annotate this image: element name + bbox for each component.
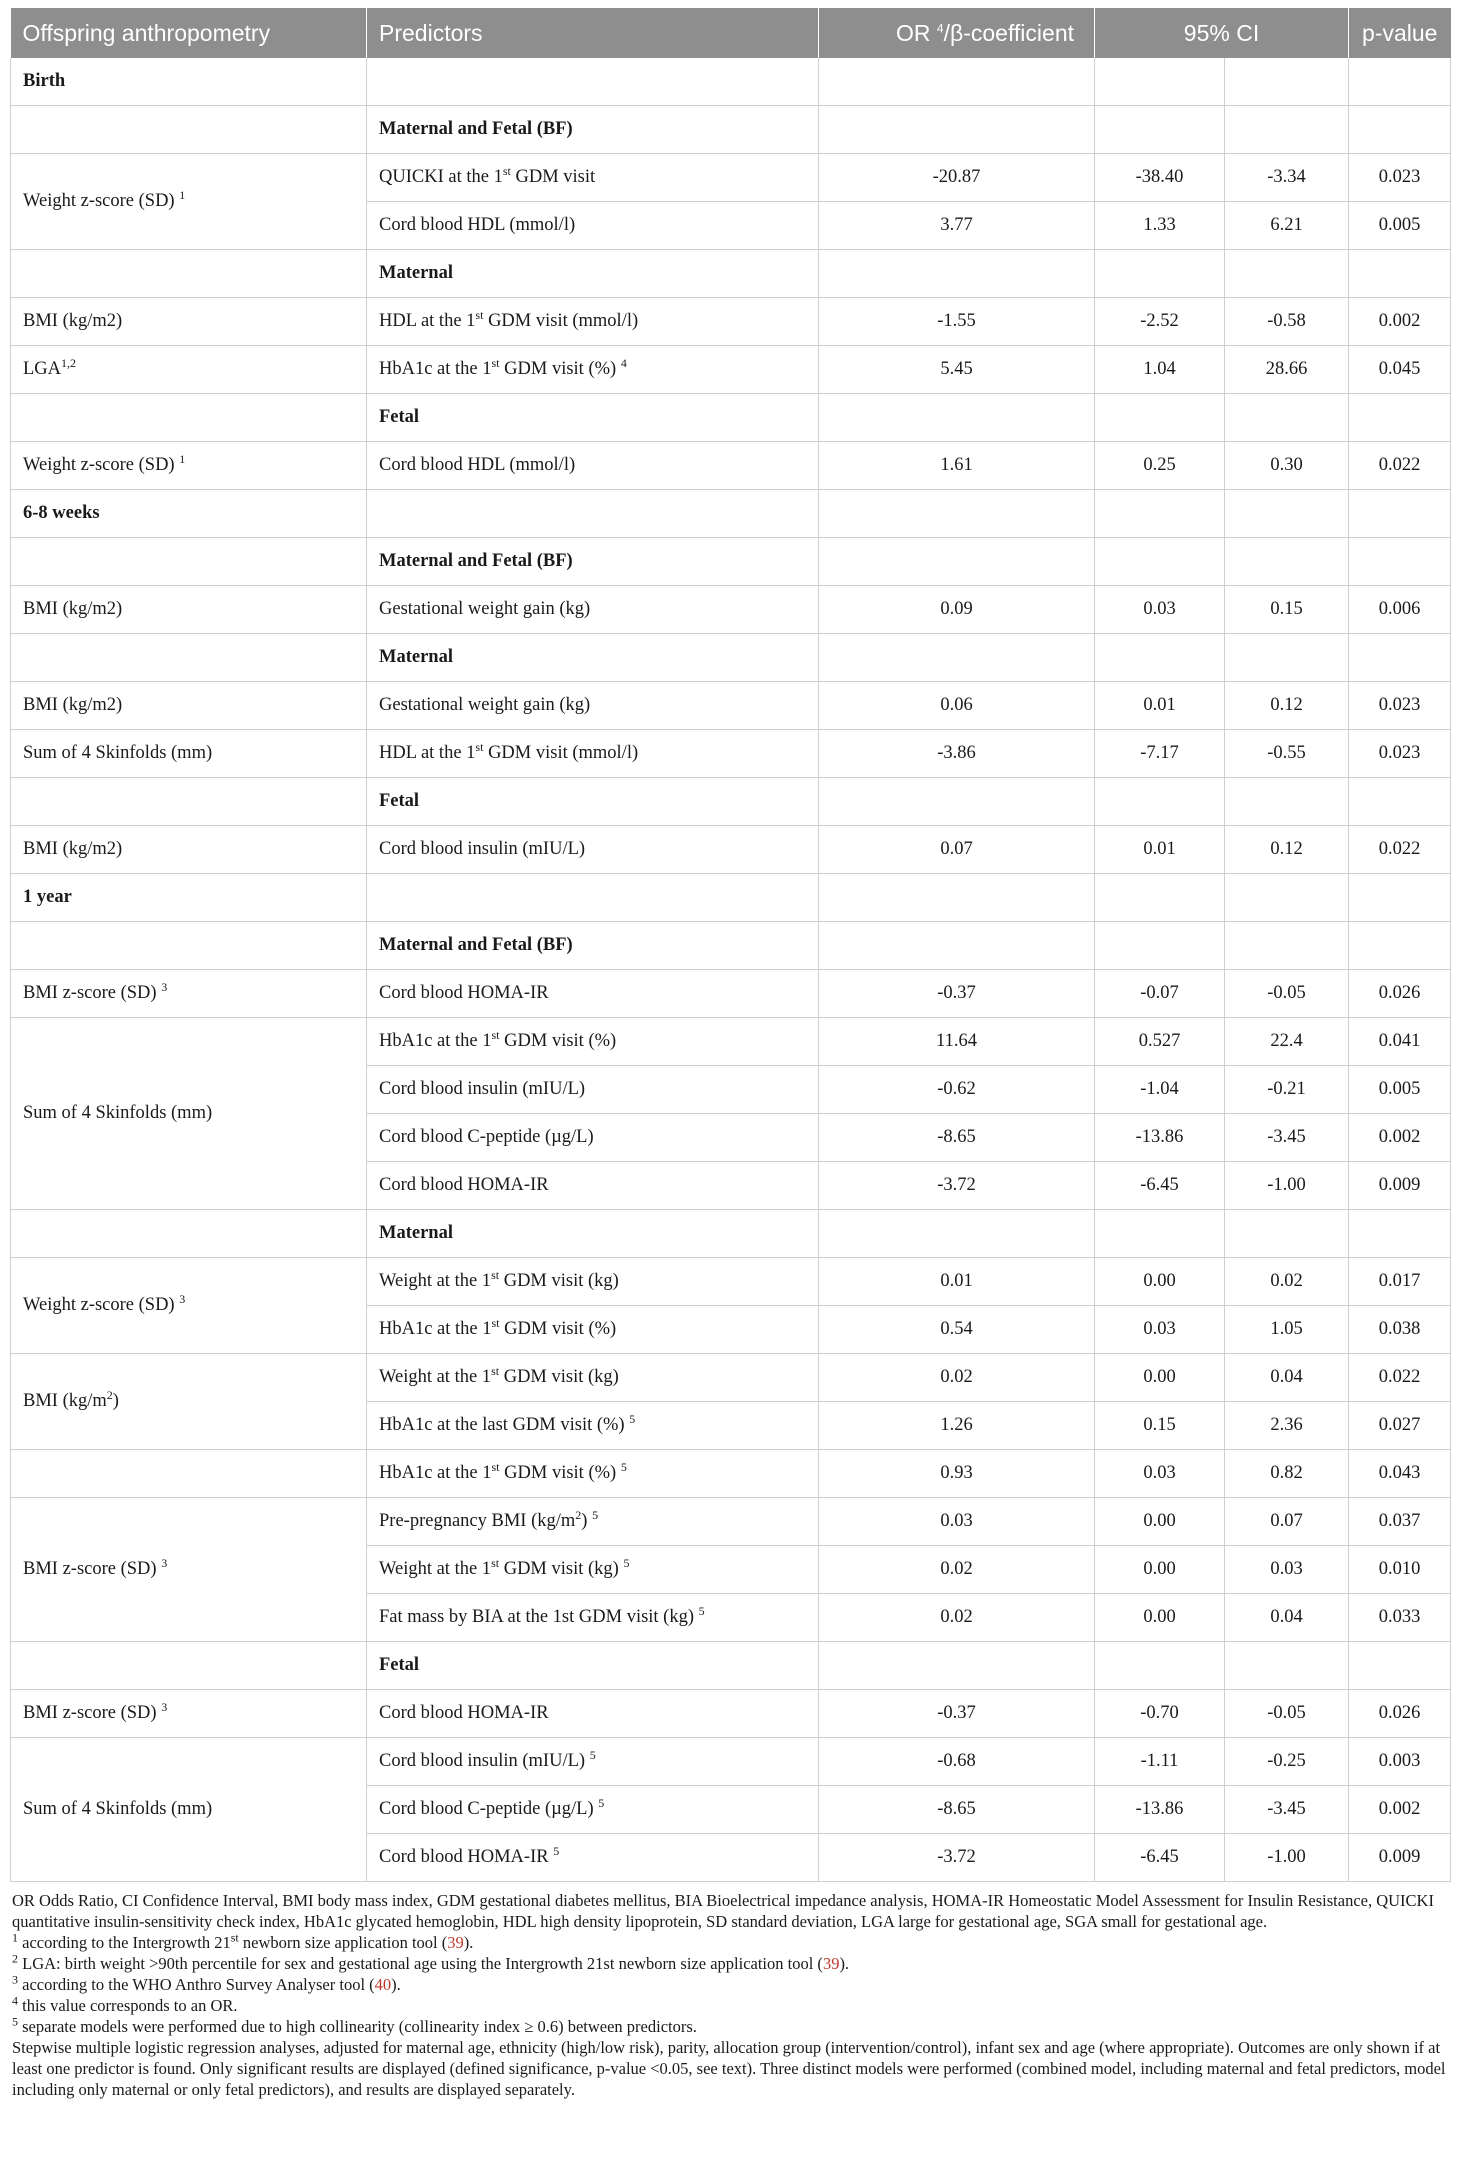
ci-lower: -38.40 — [1095, 154, 1225, 202]
ci-lower: 0.03 — [1095, 1306, 1225, 1354]
predictor-cell: Cord blood HOMA-IR — [367, 1162, 819, 1210]
predictor-cell: Cord blood insulin (mIU/L) $^5$ — [367, 1738, 819, 1786]
ci-upper: 0.15 — [1225, 586, 1349, 634]
table-row — [11, 1354, 1451, 1402]
p-value: 0.041 — [1349, 1018, 1451, 1066]
table-header-row — [11, 8, 1451, 58]
outcome-cell: BMI z-score (SD) $^3$ — [11, 970, 367, 1018]
or-value: 0.02 — [819, 1354, 1095, 1402]
ci-upper: -1.00 — [1225, 1162, 1349, 1210]
reference-link[interactable]: 40 — [374, 1975, 392, 1994]
or-value: 0.09 — [819, 586, 1095, 634]
or-value: -3.72 — [819, 1162, 1095, 1210]
ci-upper: 1.05 — [1225, 1306, 1349, 1354]
table-row — [11, 346, 1451, 394]
predictor-cell: Pre-pregnancy BMI $(kg/m^2)$ $^5$ — [367, 1498, 819, 1546]
predictor-cell: HbA1c at the 1st GDM visit (%) — [367, 1018, 819, 1066]
p-value: 0.005 — [1349, 202, 1451, 250]
or-value: -0.68 — [819, 1738, 1095, 1786]
p-value: 0.022 — [1349, 1354, 1451, 1402]
ci-lower: 0.00 — [1095, 1546, 1225, 1594]
header-or-text: OR — [896, 19, 937, 46]
or-value: 0.01 — [819, 1258, 1095, 1306]
ci-upper: 0.12 — [1225, 826, 1349, 874]
or-value: 11.64 — [819, 1018, 1095, 1066]
p-value: 0.005 — [1349, 1066, 1451, 1114]
ci-lower: 0.00 — [1095, 1258, 1225, 1306]
predictor-cell: Cord blood HDL (mmol/l) — [367, 202, 819, 250]
or-value: -8.65 — [819, 1114, 1095, 1162]
predictor-cell: QUICKI at the 1st GDM visit — [367, 154, 819, 202]
group-row — [11, 394, 1451, 442]
ci-lower: -0.07 — [1095, 970, 1225, 1018]
ci-upper: 0.04 — [1225, 1594, 1349, 1642]
ci-upper: 0.30 — [1225, 442, 1349, 490]
ci-lower: 0.01 — [1095, 682, 1225, 730]
outcome-cell: BMI (kg/m2) — [11, 682, 367, 730]
ci-lower: -0.70 — [1095, 1690, 1225, 1738]
ci-lower: 0.03 — [1095, 586, 1225, 634]
outcome-cell: Weight z-score (SD) $^1$ — [11, 154, 367, 250]
p-value: 0.009 — [1349, 1834, 1451, 1882]
predictor-cell: Cord blood HOMA-IR $^5$ — [367, 1834, 819, 1882]
outcome-cell — [11, 1450, 367, 1498]
ci-upper: -0.21 — [1225, 1066, 1349, 1114]
or-value: 1.26 — [819, 1402, 1095, 1450]
ci-lower: -2.52 — [1095, 298, 1225, 346]
section-weeks: 6-8 weeks — [11, 490, 367, 538]
outcome-cell: Sum of 4 Skinfolds (mm) — [11, 1018, 367, 1210]
group-label: Maternal and Fetal (BF) — [367, 538, 819, 586]
or-value: -3.86 — [819, 730, 1095, 778]
footnote-5: $^5$ separate models were performed due to high collinearity (collinearity index ≥ 0.6) between predictors. — [12, 2014, 697, 2036]
p-value: 0.022 — [1349, 442, 1451, 490]
section-row — [11, 874, 1451, 922]
ci-upper: -0.25 — [1225, 1738, 1349, 1786]
or-value: 0.02 — [819, 1546, 1095, 1594]
predictor-cell: Cord blood HDL (mmol/l) — [367, 442, 819, 490]
or-value: 0.07 — [819, 826, 1095, 874]
p-value: 0.009 — [1349, 1162, 1451, 1210]
predictor-cell: HbA1c at the 1st GDM visit (%) $^4$ — [367, 346, 819, 394]
or-value: -1.55 — [819, 298, 1095, 346]
or-value: -0.62 — [819, 1066, 1095, 1114]
table-row — [11, 298, 1451, 346]
group-label: Fetal — [367, 394, 819, 442]
p-value: 0.033 — [1349, 1594, 1451, 1642]
predictor-cell: Cord blood HOMA-IR — [367, 970, 819, 1018]
ci-upper: 6.21 — [1225, 202, 1349, 250]
predictor-cell: Cord blood insulin (mIU/L) — [367, 1066, 819, 1114]
ci-lower: -6.45 — [1095, 1162, 1225, 1210]
or-value: 0.02 — [819, 1594, 1095, 1642]
ci-lower: 1.33 — [1095, 202, 1225, 250]
p-value: 0.022 — [1349, 826, 1451, 874]
group-label: Maternal — [367, 634, 819, 682]
p-value: 0.037 — [1349, 1498, 1451, 1546]
methods-note: Stepwise multiple logistic regression analyses, adjusted for maternal age, ethnicity (high/low risk), parity, allocation group (intervention/control), infant sex and age (where appropriate). Outcomes are only shown if at least one predictor is found. Only significant results are displayed (defined significance, p-value <0.05, see text). Three distinct models were performed (combined model, including maternal and fetal predictors, model including only maternal or only fetal predictors), and results are displayed separately. — [12, 2038, 1446, 2099]
results-table — [10, 8, 1451, 1882]
ci-lower: -13.86 — [1095, 1786, 1225, 1834]
results-table-figure — [10, 8, 1450, 2100]
table-row — [11, 1690, 1451, 1738]
p-value: 0.026 — [1349, 1690, 1451, 1738]
or-value: -8.65 — [819, 1786, 1095, 1834]
table-row — [11, 154, 1451, 202]
header-predictors: Predictors — [367, 8, 819, 58]
p-value: 0.023 — [1349, 154, 1451, 202]
outcome-cell: LGA$^{1,2}$ — [11, 346, 367, 394]
predictor-cell: HbA1c at the 1st GDM visit (%) $^5$ — [367, 1450, 819, 1498]
predictor-cell: HDL at the 1st GDM visit (mmol/l) — [367, 730, 819, 778]
table-row — [11, 682, 1451, 730]
predictor-cell: Weight at the 1st GDM visit (kg) — [367, 1354, 819, 1402]
group-label: Maternal — [367, 250, 819, 298]
table-row — [11, 1018, 1451, 1066]
table-row — [11, 730, 1451, 778]
predictor-cell: Cord blood insulin (mIU/L) — [367, 826, 819, 874]
predictor-cell: HbA1c at the last GDM visit (%) $^5$ — [367, 1402, 819, 1450]
predictor-cell: Cord blood C-peptide (µg/L) $^5$ — [367, 1786, 819, 1834]
footnote-3: $^3$ according to the WHO Anthro Survey Analyser tool (40). — [12, 1972, 401, 1994]
ci-upper: -3.45 — [1225, 1786, 1349, 1834]
ci-upper: -3.45 — [1225, 1114, 1349, 1162]
group-label: Maternal — [367, 1210, 819, 1258]
ci-upper: 0.02 — [1225, 1258, 1349, 1306]
p-value: 0.023 — [1349, 730, 1451, 778]
p-value: 0.003 — [1349, 1738, 1451, 1786]
p-value: 0.002 — [1349, 1786, 1451, 1834]
ci-upper: 28.66 — [1225, 346, 1349, 394]
ci-upper: -0.05 — [1225, 970, 1349, 1018]
group-label: Fetal — [367, 778, 819, 826]
predictor-cell: Gestational weight gain (kg) — [367, 586, 819, 634]
group-row — [11, 1210, 1451, 1258]
or-value: -0.37 — [819, 1690, 1095, 1738]
predictor-cell: Cord blood HOMA-IR — [367, 1690, 819, 1738]
or-value: 0.93 — [819, 1450, 1095, 1498]
ci-lower: 0.00 — [1095, 1354, 1225, 1402]
outcome-cell: BMI z-score (SD) $^3$ — [11, 1498, 367, 1642]
or-value: 5.45 — [819, 346, 1095, 394]
outcome-cell: Sum of 4 Skinfolds (mm) — [11, 730, 367, 778]
table-footnotes — [10, 1890, 1450, 2100]
group-row — [11, 538, 1451, 586]
ci-lower: -1.04 — [1095, 1066, 1225, 1114]
predictor-cell: HDL at the 1st GDM visit (mmol/l) — [367, 298, 819, 346]
outcome-cell: Sum of 4 Skinfolds (mm) — [11, 1738, 367, 1882]
ci-lower: -6.45 — [1095, 1834, 1225, 1882]
ci-lower: 1.04 — [1095, 346, 1225, 394]
p-value: 0.045 — [1349, 346, 1451, 394]
table-row — [11, 970, 1451, 1018]
group-label: Fetal — [367, 1642, 819, 1690]
group-row — [11, 634, 1451, 682]
ci-lower: 0.00 — [1095, 1594, 1225, 1642]
header-ci: 95% CI — [1095, 8, 1349, 58]
footnote-2: $^2$ LGA: birth weight >90th percentile for sex and gestational age using the Intergrowth 21st newborn size application tool (39). — [12, 1951, 850, 1973]
outcome-cell: Weight z-score (SD) $^1$ — [11, 442, 367, 490]
header-outcome: Offspring anthropometry — [11, 8, 367, 58]
or-value: 0.54 — [819, 1306, 1095, 1354]
footnote-4: $^4$ this value corresponds to an OR. — [12, 1993, 238, 2015]
table-row — [11, 826, 1451, 874]
ci-lower: -7.17 — [1095, 730, 1225, 778]
outcome-cell: Weight z-score (SD) $^3$ — [11, 1258, 367, 1354]
group-row — [11, 778, 1451, 826]
p-value: 0.002 — [1349, 298, 1451, 346]
ci-upper: 0.82 — [1225, 1450, 1349, 1498]
ci-upper: 0.03 — [1225, 1546, 1349, 1594]
outcome-cell: BMI (kg/m2) — [11, 826, 367, 874]
reference-link[interactable]: 39 — [822, 1954, 840, 1973]
or-value: 1.61 — [819, 442, 1095, 490]
ci-upper: -1.00 — [1225, 1834, 1349, 1882]
p-value: 0.017 — [1349, 1258, 1451, 1306]
outcome-cell: BMI z-score (SD) $^3$ — [11, 1690, 367, 1738]
or-value: 3.77 — [819, 202, 1095, 250]
predictor-cell: Weight at the 1st GDM visit (kg) — [367, 1258, 819, 1306]
ci-upper: 2.36 — [1225, 1402, 1349, 1450]
or-value: 0.03 — [819, 1498, 1095, 1546]
ci-lower: -1.11 — [1095, 1738, 1225, 1786]
ci-lower: 0.15 — [1095, 1402, 1225, 1450]
or-value: -0.37 — [819, 970, 1095, 1018]
table-row — [11, 1258, 1451, 1306]
section-year: 1 year — [11, 874, 367, 922]
outcome-cell: BMI (kg/m2) — [11, 298, 367, 346]
section-row — [11, 490, 1451, 538]
table-row — [11, 442, 1451, 490]
ci-lower: 0.01 — [1095, 826, 1225, 874]
or-value: -3.72 — [819, 1834, 1095, 1882]
p-value: 0.043 — [1349, 1450, 1451, 1498]
ci-upper: -0.58 — [1225, 298, 1349, 346]
ci-upper: -0.55 — [1225, 730, 1349, 778]
p-value: 0.023 — [1349, 682, 1451, 730]
abbreviations-note: OR Odds Ratio, CI Confidence Interval, BMI body mass index, GDM gestational diabetes mellitus, BIA Bioelectrical impedance analysis, HOMA-IR Homeostatic Model Assessment for Insulin Resistance, QUICKI quantitative insulin-sensitivity check index, HbA1c glycated hemoglobin, HDL high density lipoprotein, SD standard deviation, LGA large for gestational age, SGA small for gestational age. — [12, 1891, 1434, 1931]
group-label: Maternal and Fetal (BF) — [367, 106, 819, 154]
footnote-1: $^1$ according to the Intergrowth 21st newborn size application tool (39). — [12, 1930, 474, 1952]
predictor-cell: Gestational weight gain (kg) — [367, 682, 819, 730]
table-row — [11, 1738, 1451, 1786]
table-row — [11, 1450, 1451, 1498]
outcome-cell: BMI $(kg/m^2)$ — [11, 1354, 367, 1450]
ci-upper: 0.07 — [1225, 1498, 1349, 1546]
group-row — [11, 106, 1451, 154]
table-row — [11, 586, 1451, 634]
p-value: 0.026 — [1349, 970, 1451, 1018]
p-value: 0.010 — [1349, 1546, 1451, 1594]
ci-upper: 22.4 — [1225, 1018, 1349, 1066]
group-row — [11, 250, 1451, 298]
header-pvalue: p-value — [1349, 8, 1451, 58]
p-value: 0.038 — [1349, 1306, 1451, 1354]
ci-lower: 0.527 — [1095, 1018, 1225, 1066]
section-row — [11, 58, 1451, 106]
group-row — [11, 1642, 1451, 1690]
predictor-cell: HbA1c at the 1st GDM visit (%) — [367, 1306, 819, 1354]
header-or-sup: 4 — [936, 20, 944, 35]
ci-lower: 0.25 — [1095, 442, 1225, 490]
predictor-cell: Weight at the 1st GDM visit (kg) $^5$ — [367, 1546, 819, 1594]
p-value: 0.002 — [1349, 1114, 1451, 1162]
group-label: Maternal and Fetal (BF) — [367, 922, 819, 970]
header-or-suffix: /β-coefficient — [943, 19, 1074, 46]
table-row — [11, 1498, 1451, 1546]
ci-lower: 0.03 — [1095, 1450, 1225, 1498]
or-value: -20.87 — [819, 154, 1095, 202]
ci-upper: 0.12 — [1225, 682, 1349, 730]
header-or — [819, 8, 1095, 58]
ci-upper: -0.05 — [1225, 1690, 1349, 1738]
outcome-cell: BMI (kg/m2) — [11, 586, 367, 634]
ci-lower: -13.86 — [1095, 1114, 1225, 1162]
p-value: 0.027 — [1349, 1402, 1451, 1450]
reference-link[interactable]: 39 — [447, 1933, 464, 1952]
predictor-cell: Cord blood C-peptide (µg/L) — [367, 1114, 819, 1162]
or-value: 0.06 — [819, 682, 1095, 730]
ci-upper: -3.34 — [1225, 154, 1349, 202]
section-birth: Birth — [11, 58, 367, 106]
group-row — [11, 922, 1451, 970]
ci-upper: 0.04 — [1225, 1354, 1349, 1402]
p-value: 0.006 — [1349, 586, 1451, 634]
ci-lower: 0.00 — [1095, 1498, 1225, 1546]
predictor-cell: Fat mass by BIA at the 1st GDM visit (kg) $^5$ — [367, 1594, 819, 1642]
